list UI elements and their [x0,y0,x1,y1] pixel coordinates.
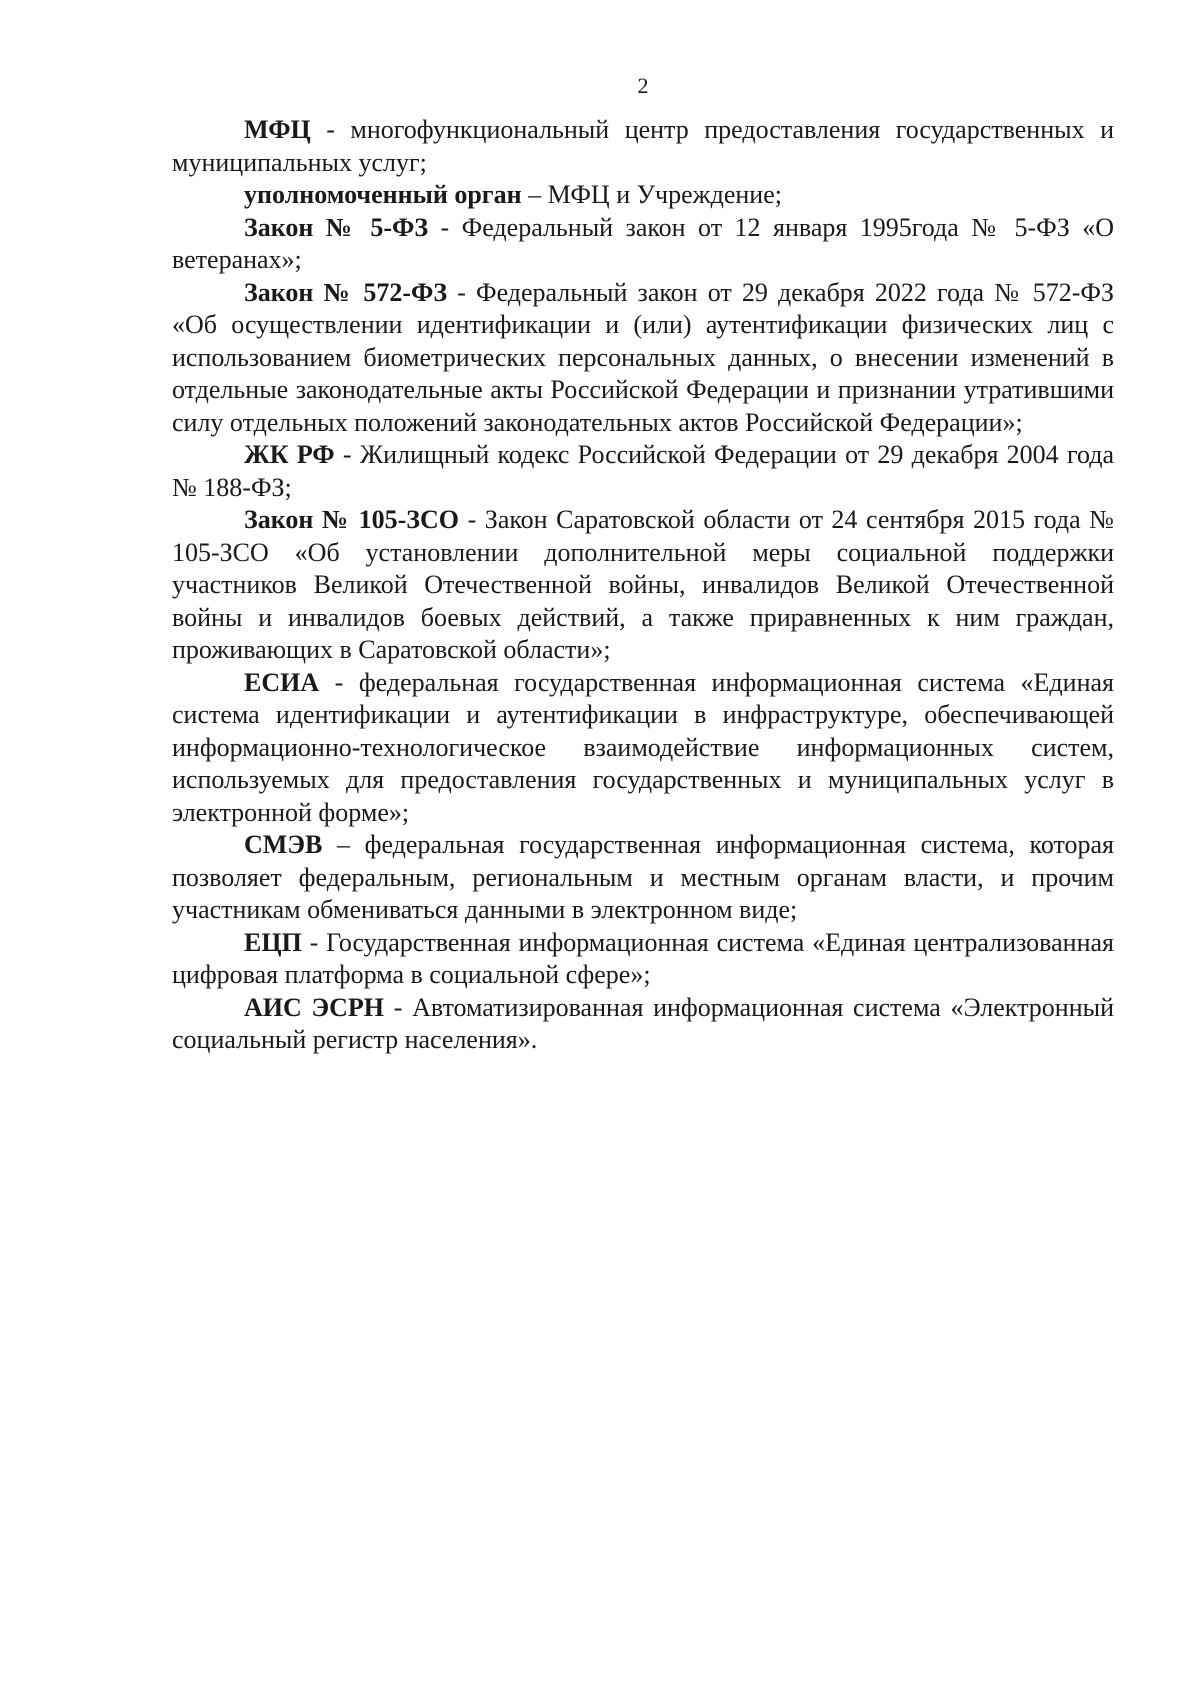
definition-term: уполномоченный орган [244,180,522,209]
definition-housing-code [172,439,1114,504]
definition-text: - многофункциональный центр предоставления государственных и муниципальных услуг; [172,115,1114,177]
definition-term: АИС ЭСРН [244,992,384,1022]
definition-authorized-body [172,179,1114,212]
definition-mfc [172,114,1114,179]
page-number: 2 [637,73,649,98]
definition-text: - Закон Саратовской области от 24 сентября 2015 года № 105-ЗСО «Об установлении дополнительной меры социальной поддержки участников Великой Отечественной войны, инвалидов Великой Отечественной войны и инвалидов боевых действий, а также приравненных к ним граждан, проживающих в Саратовской области»; [172,505,1114,664]
definitions-list [172,114,1114,1057]
definition-law-572-fz [172,277,1114,440]
definition-term: МФЦ [244,115,311,144]
definition-text: - Автоматизированная информационная система «Электронный социальный регистр населения». [172,992,1114,1054]
definition-term: ЖК РФ [244,440,335,469]
definition-law-5-fz [172,212,1114,277]
definition-law-105-zso [172,504,1114,667]
definition-term: ЕЦП [244,927,302,957]
definition-term: Закон № 572-ФЗ [244,277,448,307]
definition-text: - Жилищный кодекс Российской Федерации от 29 декабря 2004 года № 188-ФЗ; [172,440,1114,502]
definition-term: СМЭВ [244,830,323,859]
definition-esia [172,667,1114,830]
definition-text: - Федеральный закон от 12 января 1995года № 5-ФЗ «О ветеранах»; [172,212,1114,274]
definition-term: Закон № 5-ФЗ [244,212,429,242]
definition-smev [172,829,1114,927]
definition-term: Закон № 105-ЗСО [244,505,460,534]
definition-ais-esrn [172,992,1114,1057]
definition-ecp [172,927,1114,992]
definition-text: – федеральная государственная информационная система, которая позволяет федеральным, региональным и местным органам власти, и прочим участникам обмениваться данными в электронном виде; [172,830,1114,924]
definition-text: – МФЦ и Учреждение; [521,180,782,209]
definition-text: - Федеральный закон от 29 декабря 2022 года № 572-ФЗ «Об осуществлении идентификации и (или) аутентификации физических лиц с использованием биометрических персональных данных, о внесении изменений в отдельные законодательные акты Российской Федерации и признании утратившими силу отдельных положений законодательных актов Российской Федерации»; [172,277,1114,437]
definition-text: - федеральная государственная информационная система «Единая система идентификации и аутентификации в инфраструктуре, обеспечивающей информационно-технологическое взаимодействие информационных систем, используемых для предоставления государственных и муниципальных услуг в электронной форме»; [172,667,1114,827]
definition-term: ЕСИА [244,667,320,697]
definition-text: - Государственная информационная система «Единая централизованная цифровая платформа в социальной сфере»; [172,927,1114,989]
